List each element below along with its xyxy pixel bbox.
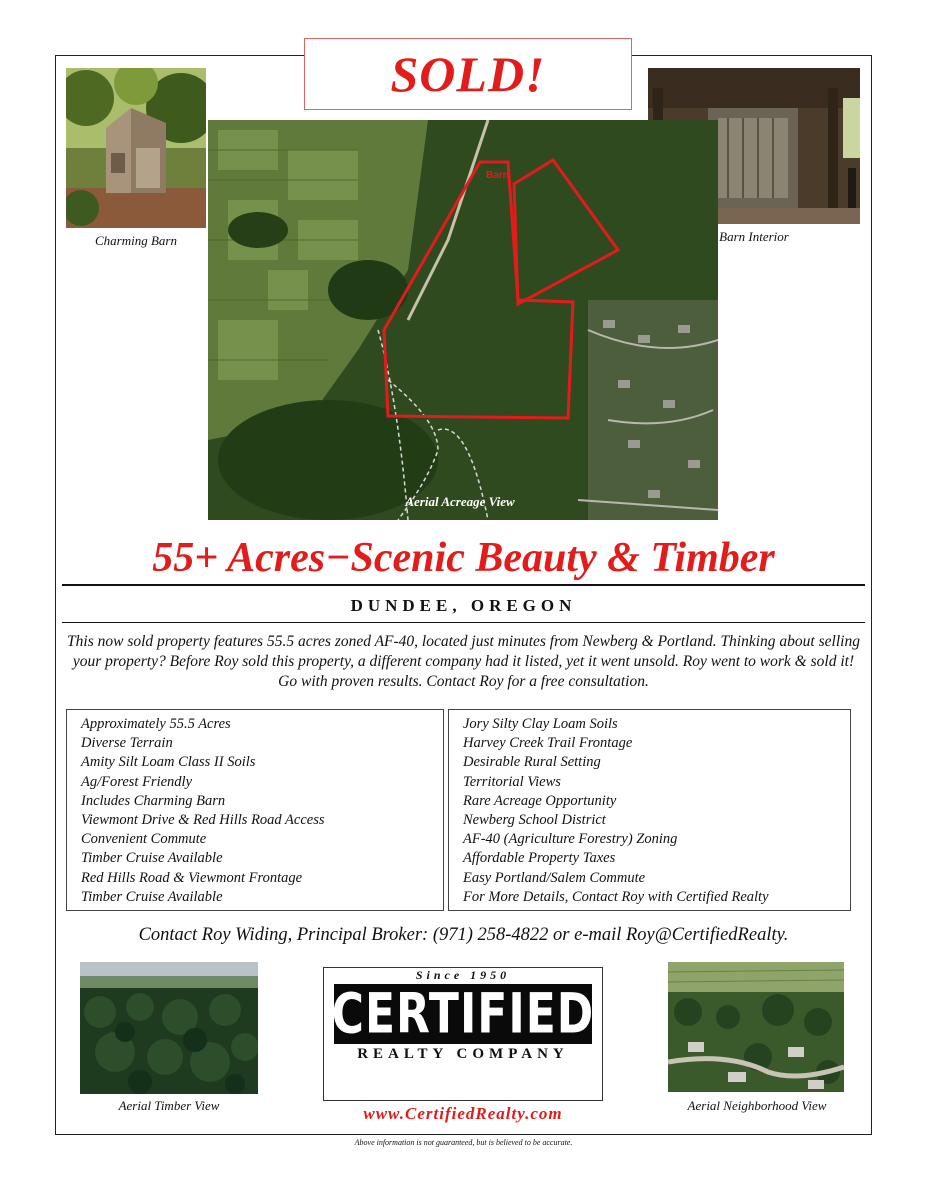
- aerial-neighborhood-photo: [668, 962, 844, 1092]
- feature-item: Red Hills Road & Viewmont Frontage: [81, 869, 303, 886]
- aerial-timber-photo: [80, 962, 258, 1094]
- feature-item: AF-40 (Agriculture Forestry) Zoning: [463, 831, 678, 848]
- sold-banner: [304, 38, 632, 110]
- feature-item: Timber Cruise Available: [81, 888, 223, 905]
- feature-item: Approximately 55.5 Acres: [81, 716, 231, 732]
- location: DUNDEE, OREGON: [350, 596, 577, 615]
- barn-interior-caption: Barn Interior: [719, 229, 789, 244]
- feature-item: Newberg School District: [463, 812, 606, 829]
- barn-caption: Charming Barn: [95, 233, 177, 248]
- aerial-barn-label: Barn: [486, 170, 509, 181]
- disclaimer: Above information is not guaranteed, but is believed to be accurate.: [354, 1138, 573, 1147]
- feature-item: Rare Acreage Opportunity: [463, 792, 617, 809]
- location-rule: [62, 622, 865, 623]
- barn-photo: [66, 68, 206, 228]
- feature-item: For More Details, Contact Roy with Certified Realty: [463, 888, 769, 905]
- feature-item: Ag/Forest Friendly: [81, 773, 193, 790]
- certified-realty-logo: [323, 967, 603, 1101]
- property-description: This now sold property features 55.5 acres zoned AF-40, located just minutes from Newberg & Portland. Thinking about selling your property? Before Roy sold this property, a different company had it listed, yet it went unsold. Roy went to work & sold it! Go with proven results. Contact Roy for a free consultation.: [67, 633, 860, 690]
- feature-item: Amity Silt Loam Class II Soils: [81, 754, 256, 771]
- feature-item: Desirable Rural Setting: [463, 754, 601, 771]
- feature-item: Territorial Views: [463, 773, 561, 790]
- feature-item: Harvey Creek Trail Frontage: [463, 735, 633, 752]
- feature-item: Convenient Commute: [81, 831, 207, 848]
- headline-rule: [62, 584, 865, 586]
- logo-wordmark: CERTIFIED: [331, 982, 595, 1046]
- feature-item: Timber Cruise Available: [81, 850, 223, 867]
- aerial-acreage-caption: Aerial Acreage View: [405, 494, 515, 509]
- feature-item: Viewmont Drive & Red Hills Road Access: [81, 812, 325, 829]
- feature-item: Diverse Terrain: [81, 735, 173, 752]
- aerial-neighborhood-caption: Aerial Neighborhood View: [687, 1098, 827, 1113]
- feature-item: Jory Silty Clay Loam Soils: [463, 716, 618, 732]
- features-right-box: [448, 709, 851, 911]
- logo-since: Since 1950: [415, 968, 511, 982]
- contact-line: Contact Roy Widing, Principal Broker: (971) 258-4822 or e-mail Roy@CertifiedRealty.: [138, 925, 789, 945]
- headline: 55+ Acres−Scenic Beauty & Timber: [152, 535, 775, 581]
- feature-item: Includes Charming Barn: [81, 792, 226, 809]
- feature-item: Affordable Property Taxes: [463, 850, 616, 867]
- logo-company: REALTY COMPANY: [357, 1046, 569, 1062]
- sold-text: SOLD!: [390, 46, 546, 102]
- aerial-timber-caption: Aerial Timber View: [118, 1098, 220, 1113]
- features-left-box: [66, 709, 444, 911]
- logo-wordmark-box: [331, 982, 595, 1046]
- feature-item: Easy Portland/Salem Commute: [463, 869, 646, 886]
- aerial-acreage-map: [208, 120, 718, 520]
- website-link[interactable]: www.CertifiedRealty.com: [363, 1104, 563, 1123]
